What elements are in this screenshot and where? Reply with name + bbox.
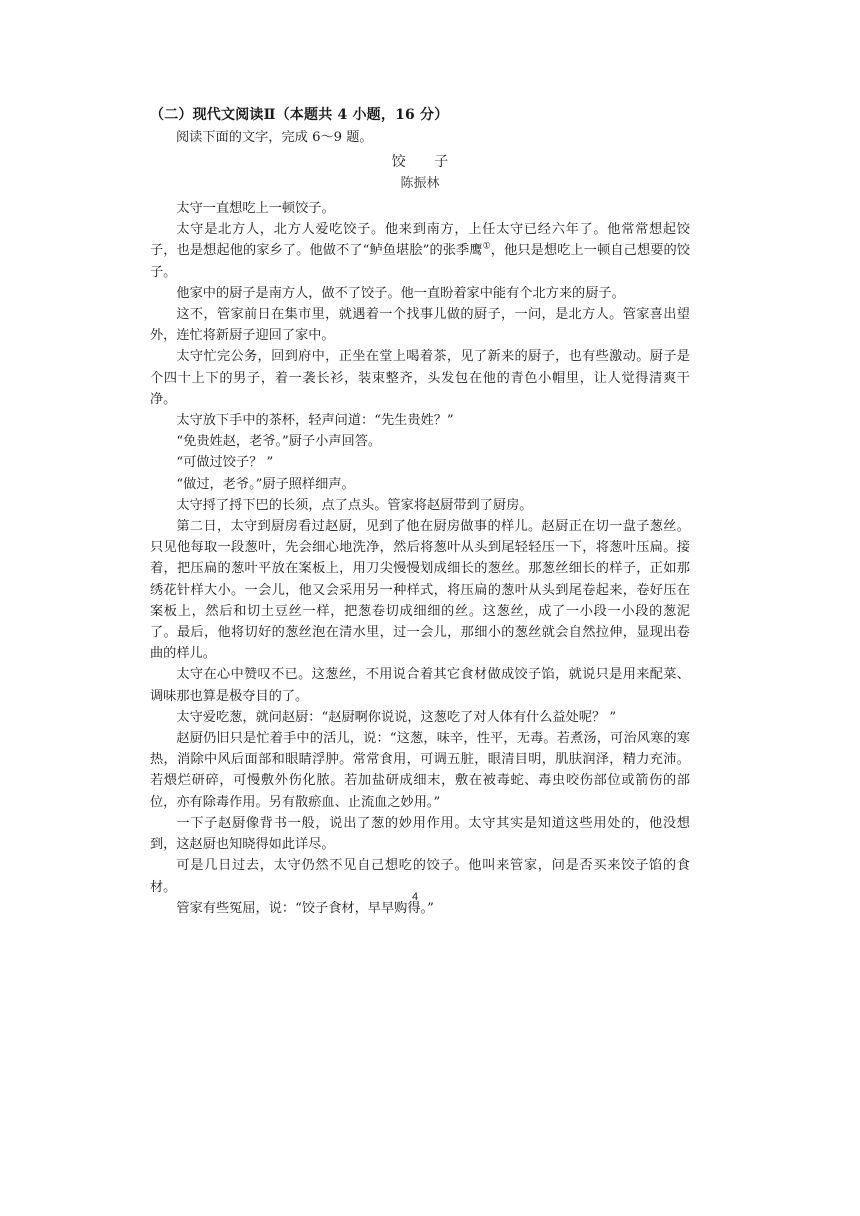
paragraph xyxy=(150,219,690,283)
paragraph: 可是几日过去，太守仍然不见自己想吃的饺子。他叫来管家，问是否买来饺子馅的食材。 xyxy=(150,858,690,895)
paragraph: 太守放下手中的茶杯，轻声问道：“先生贵姓？” xyxy=(176,413,454,429)
reading-section xyxy=(150,105,690,919)
paragraph: 赵厨仍旧只是忙着手中的活儿，说：“这葱，味辛，性平，无毒。若煮汤，可治风寒的寒热，消除中风后面部和眼睛浮肿。常常食用，可调五脏，眼清目明，肌肤润泽，精力充沛。若煨烂研碎，可慢敷外伤化脓。若加盐研成细末，敷在被毒蛇、毒虫咬伤部位或箭伤的部位，亦有除毒作用。另有散瘀血、止流血之妙用。” xyxy=(150,731,690,810)
story-author: 陈振林 xyxy=(400,176,440,191)
paragraph: “免贵姓赵，老爷。”厨子小声回答。 xyxy=(176,434,382,450)
page-number: 4 xyxy=(411,891,419,903)
paragraph: “做过，老爷。”厨子照样细声。 xyxy=(176,476,355,492)
paragraph: 一下子赵厨像背书一般，说出了葱的妙用作用。太守其实是知道这些用处的，他没想到，这赵厨也知晓得如此详尽。 xyxy=(150,815,690,853)
paragraph-text: 太守是北方人，北方人爱吃饺子。他来到南方，上任太守已经六年了。他常常想起饺子，也是想起他的家乡了。他做不了“鲈鱼堪脍”的张季鹰 xyxy=(150,222,690,259)
paragraph: 太守爱吃葱，就问赵厨：“赵厨啊你说说，这葱吃了对人体有什么益处呢？ ” xyxy=(176,709,617,725)
section-heading: （二）现代文阅读Ⅱ（本题共 4 小题，16 分） xyxy=(150,107,449,123)
paragraph: 第二日，太守到厨房看过赵厨，见到了他在厨房做事的样儿。赵厨正在切一盘子葱丝。只见他每取一段葱叶，先会细心地洗净，然后将葱叶从头到尾轻轻压一下，将葱叶压扁。接着，把压扁的葱叶平放在案板上，用刀尖慢慢划成细长的葱丝。那葱丝细长的样子，正如那绣花针样大小。一会儿，他又会采用另一种样式，将压扁的葱叶从头到尾卷起来，卷好压在案板上，然后和切土豆丝一样，把葱卷切成细细的丝。这葱丝，成了一小段一小段的葱泥了。最后，他将切好的葱丝泡在清水里，过一会儿，那细小的葱丝就会自然拉伸，显现出卷曲的样儿。 xyxy=(150,519,690,662)
paragraph: 管家有些冤屈，说：“饺子食材，早早购得。” xyxy=(176,900,434,916)
paragraph: 这不，管家前日在集市里，就遇着一个找事儿做的厨子，一问，是北方人。管家喜出望外，连忙将新厨子迎回了家中。 xyxy=(150,307,690,344)
instruction-text: 阅读下面的文字，完成 6～9 题。 xyxy=(176,130,373,145)
footnote-marker: ① xyxy=(482,242,491,253)
paragraph: 太守忙完公务，回到府中，正坐在堂上喝着茶，见了新来的厨子，也有些激动。厨子是个四十上下的男子，着一袭长衫，装束整齐，头发包在他的青色小帽里，让人觉得清爽干净。 xyxy=(150,349,690,407)
paragraph: 太守捋了捋下巴的长须，点了点头。管家将赵厨带到了厨房。 xyxy=(176,497,533,513)
paragraph: 他家中的厨子是南方人，做不了饺子。他一直盼着家中能有个北方来的厨子。 xyxy=(176,285,625,301)
paragraph: 太守在心中赞叹不已。这葱丝，不用说合着其它食材做成饺子馅，就说只是用来配菜、调味那也算是极夺目的了。 xyxy=(150,667,690,704)
paragraph: “可做过饺子？ ” xyxy=(176,455,274,471)
paragraph-text-tail: ，他只是想吃上一顿自己想要的饺子。 xyxy=(150,243,691,280)
story-body xyxy=(150,198,690,919)
story-title: 饺 子 xyxy=(391,154,461,170)
paragraph: 太守一直想吃上一顿饺子。 xyxy=(176,201,335,216)
